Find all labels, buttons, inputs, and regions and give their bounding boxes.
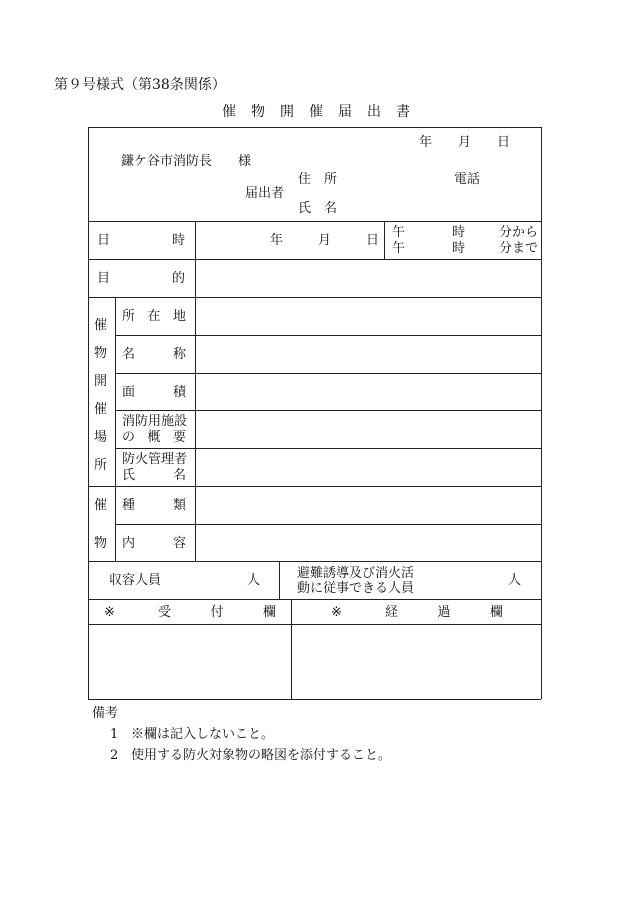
note-text: 使用する防火対象物の略図を添付すること。 [131,748,392,763]
phone-label: 電話 [454,172,481,187]
form-title: 催 物 開 催 届 出 書 [222,104,410,120]
progress-mark: ※ [331,605,342,620]
manager-label-2: 氏 名 [122,468,186,483]
dt-year: 年 [270,233,284,248]
header-month: 月 [458,135,472,150]
evac-persons: 人 [508,573,522,588]
note-number: 1 [110,727,119,742]
venue-group-char: 所 [94,458,108,473]
capacity-persons: 人 [247,573,261,588]
header-year: 年 [419,135,433,150]
dt-month: 月 [318,233,332,248]
hour-until: 時 [452,241,466,256]
fire-equipment-label-1: 消防用施設 [122,414,188,429]
hour-from: 時 [452,225,466,240]
form-number: 第９号様式（第38条関係） [54,77,226,93]
reception-label: 受 付 欄 [158,605,276,620]
location-label: 所 在 地 [122,309,186,324]
venue-group-char: 開 [94,374,108,389]
venue-group-char: 場 [94,430,108,445]
address-label: 住 所 [298,172,338,187]
am-pm-from: 午 [392,225,406,240]
venue-name-label: 名 称 [122,347,186,362]
notifier-label: 届出者 [245,186,285,201]
purpose-label: 目 的 [97,271,185,286]
venue-group-char: 催 [94,402,108,417]
header-day: 日 [497,135,511,150]
note-number: 2 [110,748,119,763]
evac-label-1: 避難誘導及び消火活 [297,566,415,581]
capacity-label: 収容人員 [109,573,162,588]
reception-mark: ※ [104,605,115,620]
event-group-char-2: 物 [94,536,108,551]
manager-label-1: 防火管理者 [122,452,188,467]
am-pm-until: 午 [392,241,406,256]
area-label: 面 積 [122,385,186,400]
addressee: 鎌ケ谷市消防長 [121,154,213,169]
honorific: 様 [238,154,252,169]
dt-day: 日 [366,233,380,248]
venue-group-char: 物 [94,346,108,361]
event-group-char-1: 催 [94,498,108,513]
notes-heading: 備考 [92,706,119,721]
minute-from: 分から [499,225,539,240]
minute-until: 分まで [499,241,539,256]
evac-label-2: 動に従事できる人員 [297,581,415,596]
progress-label: 経 過 欄 [385,605,503,620]
datetime-label: 日 時 [97,233,185,248]
content-label: 内 容 [122,536,186,551]
name-label: 氏 名 [298,201,338,216]
note-text: ※欄は記入しないこと。 [131,727,275,742]
type-label: 種 類 [122,498,186,513]
venue-group-char: 催 [94,318,108,333]
fire-equipment-label-2: の 概 要 [122,430,186,445]
